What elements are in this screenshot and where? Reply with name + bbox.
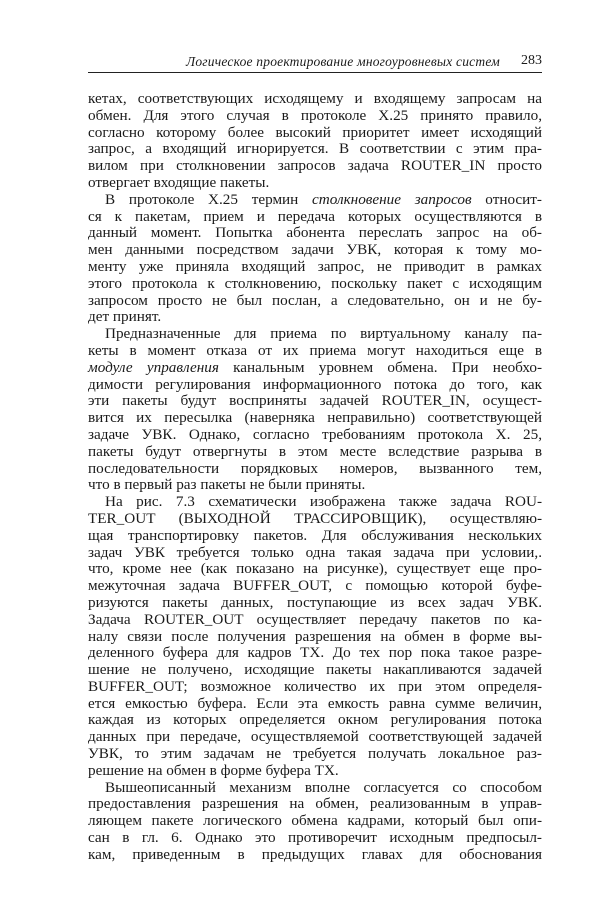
text-segment: Задача ROUTER_OUT осуществляет передачу пакетов по ка- xyxy=(88,610,542,628)
text-line xyxy=(88,175,542,192)
text-line xyxy=(88,141,542,158)
text-line xyxy=(88,242,542,259)
italic-term: столкновение запросов xyxy=(312,190,472,208)
text-line xyxy=(88,326,542,343)
text-line xyxy=(88,91,542,108)
text-segment: канальным уровнем обмена. При необхо- xyxy=(218,358,542,376)
text-line xyxy=(88,494,542,511)
text-line xyxy=(88,293,542,310)
text-line xyxy=(88,696,542,713)
text-segment: мен данными посредством задачи УВК, которая к тому мо- xyxy=(88,241,542,259)
text-segment: дет принят. xyxy=(88,308,162,326)
text-segment: ся к пакетам, прием и передача которых осуществляются в xyxy=(88,207,542,225)
text-line xyxy=(88,830,542,847)
text-line xyxy=(88,847,542,864)
text-line xyxy=(88,108,542,125)
text-line xyxy=(88,477,542,494)
text-segment: Предназначенные для приема по виртуальному каналу па- xyxy=(105,325,542,343)
text-segment: Вышеописанный механизм вполне согласуется со способом xyxy=(105,778,542,796)
text-line xyxy=(88,393,542,410)
text-segment: TER_OUT (ВЫХОДНОЙ ТРАССИРОВЩИК), осуществляю- xyxy=(88,509,542,527)
text-segment: кам, приведенным в предыдущих главах для обоснования xyxy=(88,845,542,863)
text-line xyxy=(88,360,542,377)
text-line xyxy=(88,595,542,612)
text-segment: данных при передаче, осуществляемой соответствующей задачей xyxy=(88,728,542,746)
text-line xyxy=(88,511,542,528)
text-segment: относит- xyxy=(471,190,542,208)
text-line xyxy=(88,276,542,293)
text-segment: что, кроме нее (как показано на рисунке), существует еще про- xyxy=(88,560,542,578)
text-segment: менту уже приняла входящий запрос, не приводит в рамках xyxy=(88,257,542,275)
text-line xyxy=(88,679,542,696)
text-line xyxy=(88,528,542,545)
text-line xyxy=(88,125,542,142)
text-line xyxy=(88,712,542,729)
text-line xyxy=(88,377,542,394)
text-segment: межуточная задача BUFFER_OUT, с помощью которой буфе- xyxy=(88,577,542,595)
text-line xyxy=(88,629,542,646)
text-segment: этого протокола к столкновению, поскольку пакет с исходящим xyxy=(88,274,542,292)
text-segment: кетах, соответствующих исходящему и входящему запросам на xyxy=(88,90,542,107)
text-line xyxy=(88,612,542,629)
text-segment: ляющем пакете логического обмена кадрами, который был опи- xyxy=(88,812,542,830)
text-segment: налу связи после получения разрешения на обмен в форме вы- xyxy=(88,627,542,645)
text-segment: УВК, то этим задачам не требуется получать локальное раз- xyxy=(88,745,542,763)
text-line xyxy=(88,461,542,478)
text-segment: предоставления разрешения на обмен, реализованным в управ- xyxy=(88,795,542,813)
text-segment: пакеты будут отвергнуты в этом месте вследствие разрыва в xyxy=(88,442,542,460)
text-segment: запрос, а входящий игнорируется. В соответствии с этим пра- xyxy=(88,140,542,158)
text-segment: вится их пересылка (наверняка неправильно) соответствующей xyxy=(88,409,542,427)
text-segment: согласно которому более высокий приоритет имеет исходящий xyxy=(88,123,542,141)
text-segment: задаче УВК. Однако, согласно требованиям протокола X. 25, xyxy=(88,425,542,443)
text-segment: щая транспортировку пакетов. Для обслуживания нескольких xyxy=(88,526,542,544)
text-segment: данный момент. Попытка абонента переслать запрос на об- xyxy=(88,224,542,242)
body-text xyxy=(88,91,542,864)
text-segment: запросом просто не был послан, а следовательно, он и не бу- xyxy=(88,291,542,309)
text-segment: решение на обмен в форме буфера TX. xyxy=(88,761,339,779)
text-segment: отвергает входящие пакеты. xyxy=(88,173,270,191)
text-segment: BUFFER_OUT; возможное количество их при этом определя- xyxy=(88,677,542,695)
text-line xyxy=(88,410,542,427)
text-segment: кеты в момент отказа от их приема могут находиться еще в xyxy=(88,341,542,359)
text-line xyxy=(88,444,542,461)
text-line xyxy=(88,746,542,763)
text-line xyxy=(88,561,542,578)
text-line xyxy=(88,343,542,360)
text-line xyxy=(88,309,542,326)
text-segment: деленного буфера для кадров TX. До тех пор пока такое разре- xyxy=(88,644,542,662)
text-line xyxy=(88,763,542,780)
text-line xyxy=(88,259,542,276)
page-number: 283 xyxy=(521,53,542,68)
text-line xyxy=(88,729,542,746)
text-line xyxy=(88,545,542,562)
text-segment: последовательности порядковых номеров, вызванного тем, xyxy=(88,459,542,477)
text-line xyxy=(88,192,542,209)
text-line xyxy=(88,578,542,595)
text-segment: задач УВК требуется только одна такая задача при условии,. xyxy=(88,543,542,561)
text-line xyxy=(88,645,542,662)
text-segment: шение не получено, исходящие пакеты накапливаются задачей xyxy=(88,661,542,679)
running-title: Логическое проектирование многоуровневых систем xyxy=(186,54,500,69)
text-segment: сан в гл. 6. Однако это противоречит исходным предпосыл- xyxy=(88,829,542,847)
text-line xyxy=(88,427,542,444)
text-segment: ется емкостью буфера. Если эта емкость равна сумме величин, xyxy=(88,694,542,712)
text-segment: ризуются пакеты данных, поступающие из всех задач УВК. xyxy=(88,593,542,611)
text-line xyxy=(88,225,542,242)
text-segment: эти пакеты будут восприняты задачей ROUTER_IN, осущест- xyxy=(88,392,542,410)
text-line xyxy=(88,780,542,797)
text-line xyxy=(88,662,542,679)
text-segment: вилом при столкновении запросов задача ROUTER_IN просто xyxy=(88,157,542,175)
text-segment: В протоколе X.25 термин xyxy=(105,190,313,208)
text-line xyxy=(88,209,542,226)
text-segment: обмен. Для этого случая в протоколе X.25 принято правило, xyxy=(88,106,542,124)
text-line xyxy=(88,158,542,175)
text-line xyxy=(88,813,542,830)
text-line xyxy=(88,796,542,813)
italic-term: модуле управления xyxy=(88,358,219,376)
text-segment: каждая из которых определяется окном регулирования потока xyxy=(88,711,542,729)
text-segment: димости регулирования информационного потока до того, как xyxy=(88,375,542,393)
text-segment: что в первый раз пакеты не были приняты. xyxy=(88,476,366,494)
running-header xyxy=(88,52,542,73)
text-segment: На рис. 7.3 схематически изображена также задача ROU- xyxy=(105,493,542,511)
